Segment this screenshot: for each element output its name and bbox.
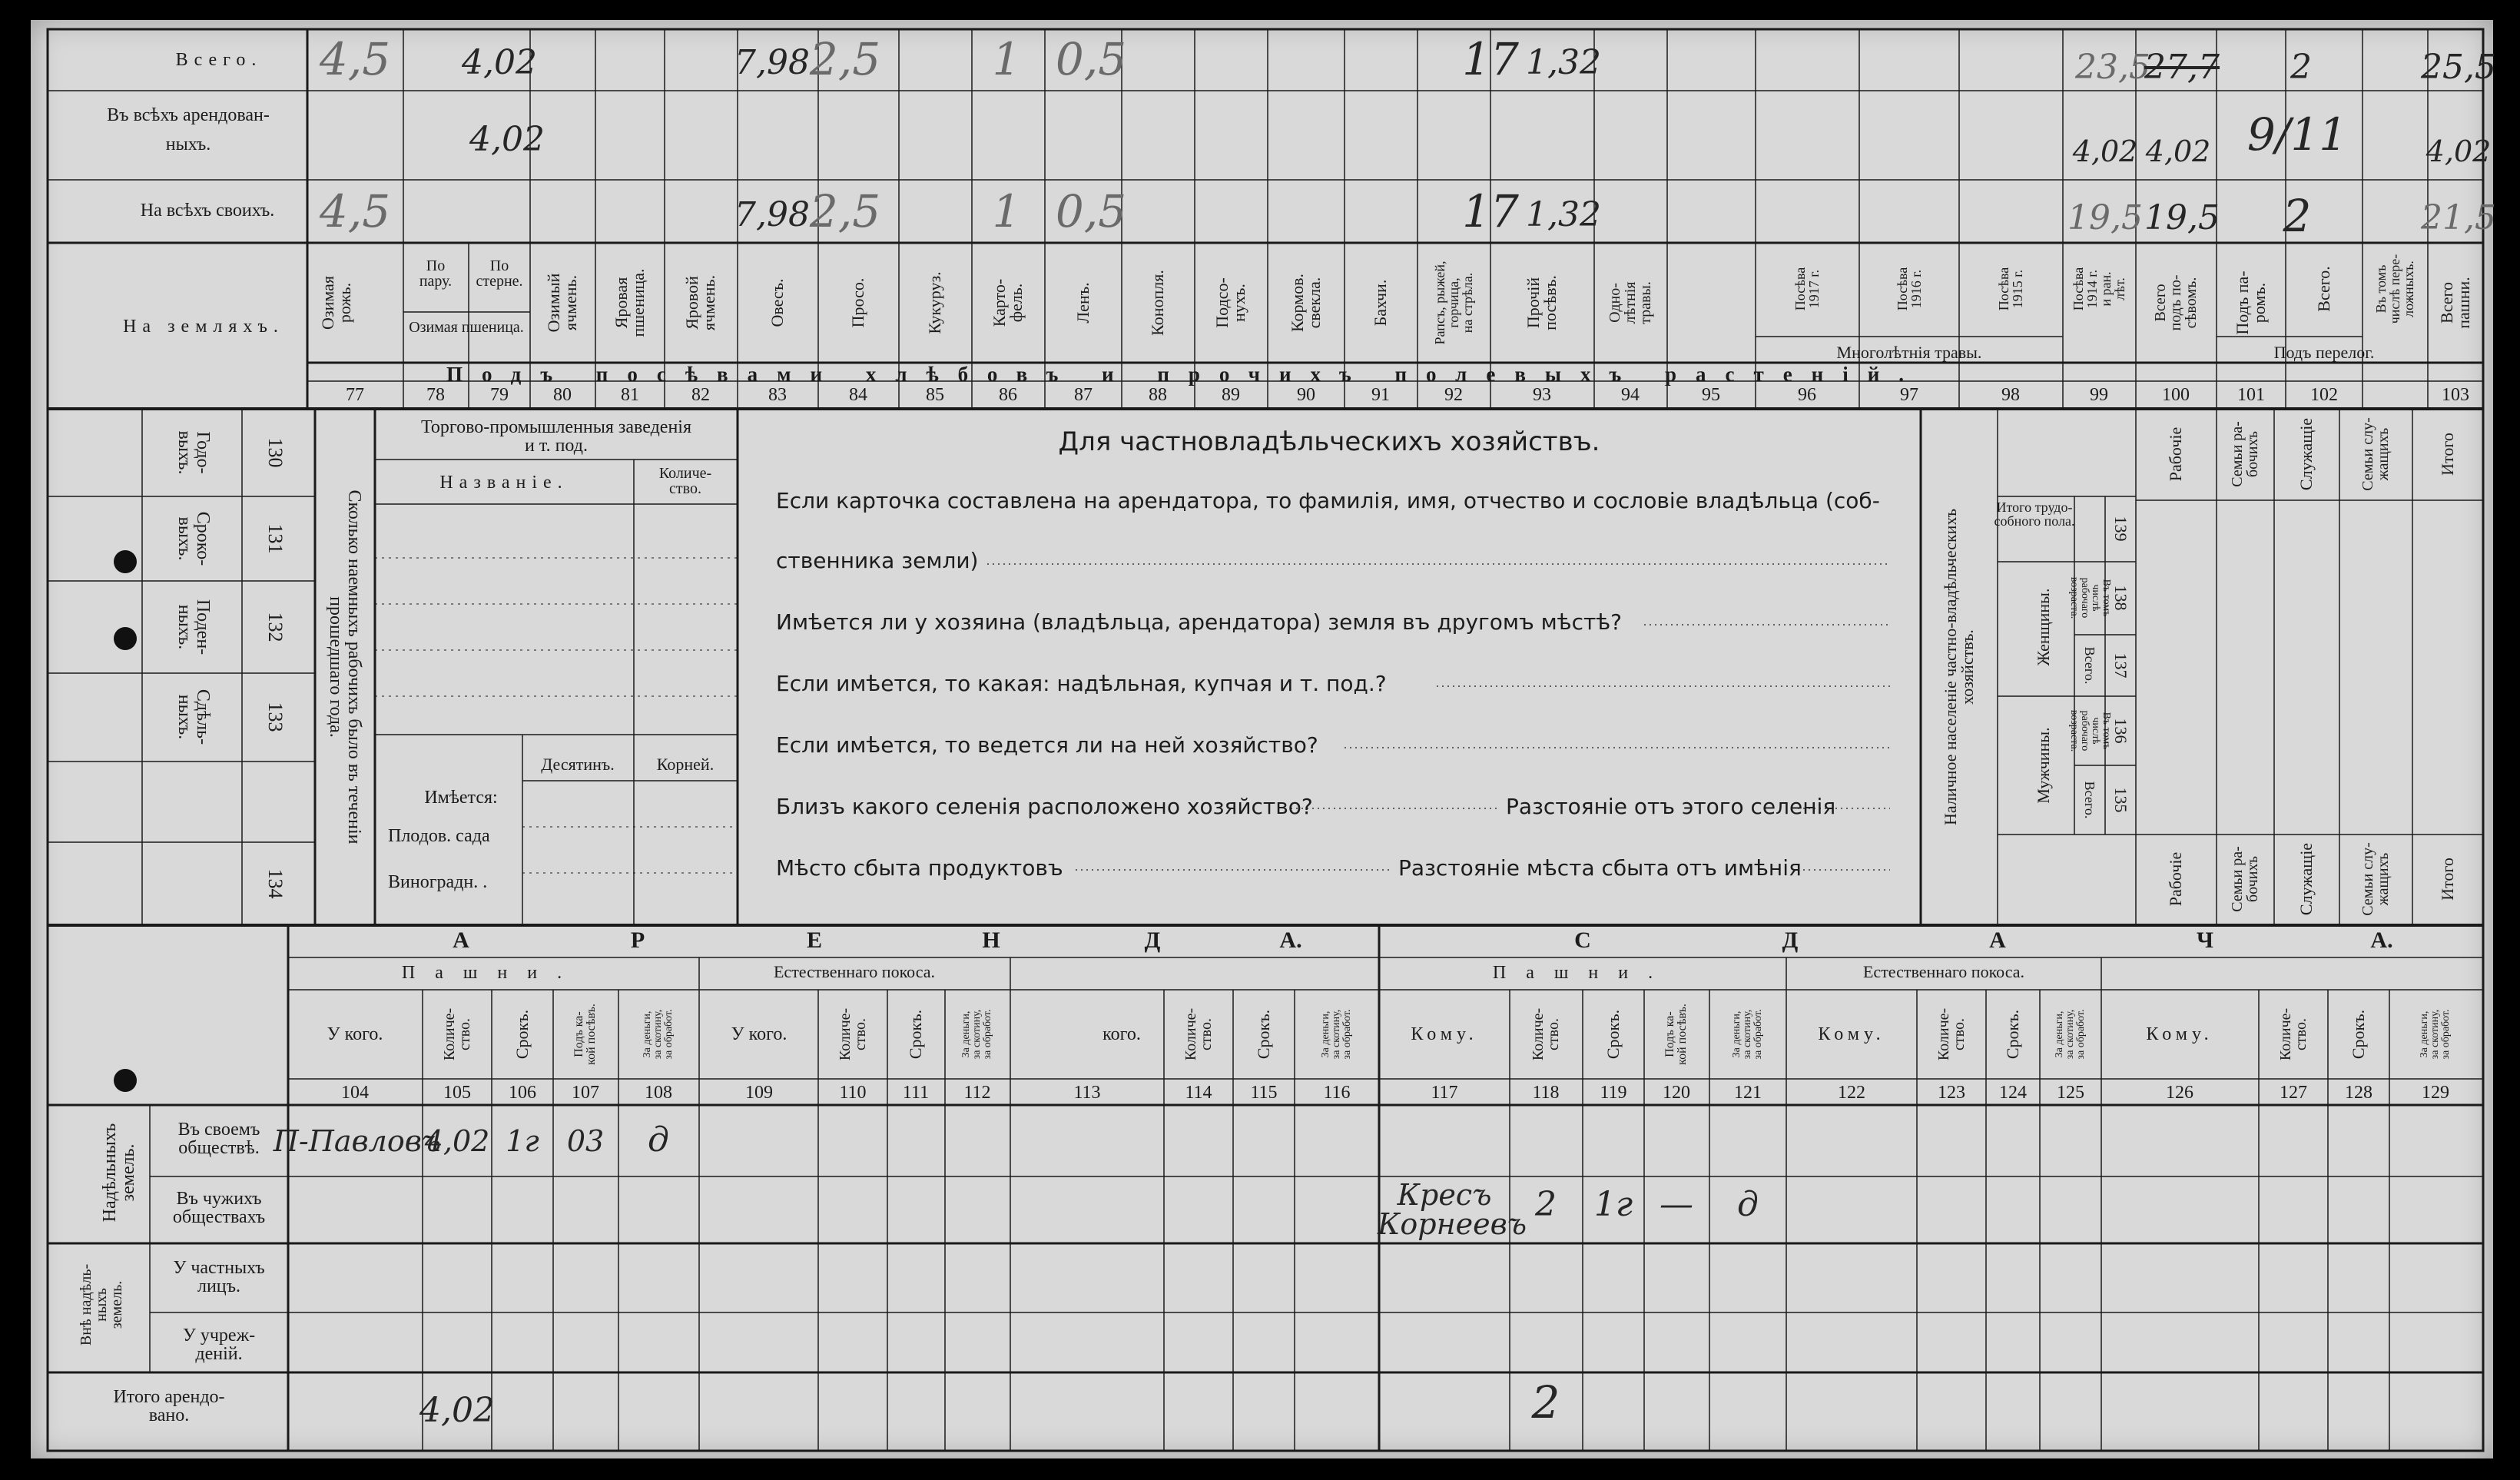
col-num: 79 [490, 385, 509, 405]
hw-vsego-99: 23,5 [2075, 48, 2150, 87]
col-num: 103 [2442, 385, 2469, 405]
col-num: 121 [1734, 1083, 1762, 1103]
worker-num: 130 [264, 437, 287, 468]
hw-arend-79: 4,02 [469, 120, 545, 159]
col-num: 81 [621, 385, 639, 405]
header-ozimaya-pshenitsa: Озимая пшеница. [409, 319, 524, 336]
header-raps: Рапсъ, рыжей, горчица, на стрѣла. [1432, 260, 1475, 345]
korney-header: Корней. [656, 755, 715, 774]
header-kormov-svekla: Кормов. свекла. [1288, 273, 1324, 333]
col-num: 84 [849, 385, 867, 405]
arenda-pokos: Естественнаго покоса. [773, 962, 936, 981]
col-num: 94 [1621, 385, 1640, 405]
hw-arend-101: 9/11 [2246, 108, 2348, 161]
pop-col-itogo: Итого [2438, 433, 2457, 476]
col-num: 104 [341, 1083, 369, 1103]
hw-s-119: 1г [1593, 1185, 1633, 1224]
col-num: 87 [1074, 385, 1093, 405]
header-poseva-1915: Посѣва 1915 г. [1996, 267, 2025, 311]
hw-a-107: 03 [566, 1124, 605, 1158]
header-v-tom-chisle-perelozhnykh: Въ томъ числѣ пере- ложныхъ. [2373, 254, 2416, 324]
col-num: 127 [2280, 1083, 2307, 1103]
header-poseva-1917: Посѣва 1917 г. [1792, 267, 1822, 311]
hdr-pod-kakoy: Подъ ка- кой посѣвъ. [1663, 1004, 1689, 1065]
trade-title: Торгово-промышленныя заведенія и т. под. [421, 417, 691, 456]
col-num: 97 [1900, 385, 1918, 405]
col-num: 118 [1532, 1083, 1560, 1103]
header-ozimaya-rozh: Озимая рожь. [318, 275, 354, 330]
imeetsya-label: Имѣется: [424, 788, 498, 808]
hdr-srok: Срокъ. [906, 1009, 925, 1060]
col-num: 88 [1149, 385, 1167, 405]
hw-arend-100: 4,02 [2145, 134, 2211, 168]
worker-label-podennykh: Поден- ныхъ. [174, 599, 213, 655]
row-label-zemlyakh: На земляхъ. [123, 317, 284, 337]
header-proso: Просо. [848, 277, 867, 328]
col-num: 120 [1663, 1083, 1690, 1103]
hw-s-118: 2 [1535, 1185, 1557, 1224]
punch-hole [114, 1069, 137, 1092]
hdr-kolichestvo: Количе- ство. [2277, 1007, 2309, 1061]
pop-muzhchiny: Мужчины. [2034, 727, 2053, 804]
private-line-2: ственника земли) [776, 548, 979, 573]
hw-vsego-100: 27,7 [2144, 48, 2220, 87]
header-kukuruza: Кукуруз. [925, 271, 944, 334]
arenda-letter: А. [1279, 927, 1302, 953]
punch-hole [114, 627, 137, 650]
header-konoplya: Конопля. [1148, 270, 1167, 336]
sdacha-letter: Ч [2196, 927, 2214, 953]
col-num: 82 [691, 385, 710, 405]
col-num: 101 [2237, 385, 2265, 405]
col-num: 86 [999, 385, 1017, 405]
hdr-pod-kakoy: Подъ ка- кой посѣвъ. [572, 1004, 598, 1065]
pop-num: 139 [2111, 516, 2130, 542]
pop-itogo: Итого трудо- собного пола. [1994, 499, 2075, 529]
trade-name-header: Названіе. [439, 473, 569, 493]
col-num: 105 [443, 1083, 471, 1103]
col-num: 112 [963, 1083, 991, 1103]
private-line-1: Если карточка составлена на арендатора, то фамилія, имя, отчество и сословіе владѣльца (соб- [776, 488, 1880, 513]
sdacha-letter: С [1574, 927, 1591, 953]
col-num: 107 [572, 1083, 599, 1103]
arenda-letter: Н [982, 927, 1000, 953]
worker-num: 133 [264, 702, 287, 732]
worker-num: 132 [264, 612, 287, 642]
desyatin-header: Десятинъ. [541, 755, 615, 774]
banner-pod-posevami: Подъ посѣвами хлѣбовъ и прочихъ полевыхъ растеній. [446, 363, 1924, 386]
hdr-srok: Срокъ. [2349, 1009, 2368, 1060]
col-num: 109 [745, 1083, 773, 1103]
pop-col-semyi-sluzhashchikh: Семьи слу- жащихъ [2359, 417, 2392, 491]
pop-col-semyi-rabochikh-b: Семьи ра- бочихъ [2229, 846, 2261, 912]
hw-svoi-99: 19,5 [2067, 198, 2143, 237]
hw-s-121: д [1737, 1185, 1759, 1224]
worker-num: 131 [264, 523, 287, 554]
side-nadelnykh: Надѣльныхъ земель. [100, 1123, 138, 1223]
hw-itogo-105: 4,02 [419, 1391, 495, 1430]
sdacha-letter: Д [1782, 927, 1799, 953]
hw-vsego-92: 1,32 [1526, 43, 1601, 82]
col-num: 102 [2310, 385, 2338, 405]
col-num: 124 [1999, 1083, 2027, 1103]
col-num: 111 [902, 1083, 930, 1103]
sdacha-pokos: Естественнаго покоса. [1862, 962, 2025, 981]
hw-a-104: П-Павловъ [273, 1124, 442, 1158]
hw-arend-99: 4,02 [2072, 134, 2138, 168]
hdr-komu-1: Кому. [1411, 1024, 1478, 1044]
private-title: Для частновладѣльческихъ хозяйствъ. [1058, 426, 1600, 457]
private-line-8: Мѣсто сбыта продуктовъ [776, 855, 1063, 881]
row-chastnykh-lits: У частныхъ лицъ. [173, 1258, 265, 1296]
header-oves: Овесъ. [768, 278, 787, 327]
col-num: 89 [1222, 385, 1240, 405]
header-po-sterne: По стерне. [476, 257, 523, 290]
private-line-4: Если имѣется, то какая: надѣльная, купчая и т. под.? [776, 671, 1387, 696]
hw-vsego-77: 4,5 [319, 33, 391, 85]
hw-svoi-100: 19,5 [2144, 198, 2220, 237]
private-line-7: Разстояніе отъ этого селенія [1506, 794, 1836, 819]
hw-vsego-82: 7,98 [734, 43, 810, 82]
header-poseva-1916: Посѣва 1916 г. [1895, 267, 1924, 311]
workers-vertical-title: Сколько наемныхъ рабочихъ было въ теченіи прошедшаго года. [326, 489, 364, 845]
pop-num: 136 [2111, 718, 2130, 744]
col-num: 96 [1798, 385, 1816, 405]
hdr-za-dengi: За деньги, за скотину, за обработ. [1731, 1009, 1764, 1060]
hdr-za-dengi: За деньги, за скотину, за обработ. [2419, 1009, 2452, 1060]
header-ozimy-yachmen: Озимый ячмень. [544, 273, 580, 333]
col-num: 92 [1444, 385, 1463, 405]
hdr-kogo: кого. [1102, 1024, 1141, 1044]
hdr-srok: Срокъ. [512, 1009, 532, 1060]
pop-vsego-w: Всего. [2082, 646, 2097, 685]
pop-num: 138 [2111, 585, 2130, 611]
col-num: 108 [645, 1083, 672, 1103]
col-num: 100 [2162, 385, 2190, 405]
row-label-svoikh: На всѣхъ своихъ. [140, 201, 275, 221]
col-num: 91 [1371, 385, 1390, 405]
col-num: 117 [1431, 1083, 1458, 1103]
col-num: 115 [1250, 1083, 1278, 1103]
hdr-komu-3: Кому. [2146, 1024, 2213, 1044]
arenda-letter: Д [1144, 927, 1161, 953]
pop-num: 137 [2111, 652, 2130, 679]
hw-a-105: 4,02 [424, 1124, 490, 1158]
pop-col-sluzhashchie: Служащіе [2296, 417, 2316, 491]
col-num: 116 [1323, 1083, 1351, 1103]
header-podsolnukh: Подсо- нухъ. [1212, 277, 1248, 328]
pop-v-tom-chisle-m: Въ томъ числѣ рабочаго возраста. [2068, 709, 2112, 752]
hw-s-120: — [1660, 1185, 1693, 1224]
hw-svoi-101: 2 [2283, 190, 2312, 242]
col-num: 93 [1533, 385, 1551, 405]
hdr-srok: Срокъ. [1254, 1009, 1273, 1060]
hdr-u-kogo-2: У кого. [731, 1024, 788, 1044]
trade-qty-header: Количе- ство. [658, 465, 712, 497]
header-po-paru: По пару. [419, 257, 453, 290]
hdr-srok: Срокъ. [2003, 1009, 2022, 1060]
side-vne-nadelnykh: Внѣ надѣль- ныхъ земель. [78, 1263, 125, 1346]
sdacha-letter: А [1989, 927, 2006, 953]
header-poseva-1914: Посѣва 1914 г. и ран. лѣт. [2071, 267, 2127, 311]
pop-zhenshchiny: Женщины. [2034, 588, 2053, 666]
hdr-komu-2: Кому. [1818, 1024, 1885, 1044]
col-num: 85 [926, 385, 944, 405]
col-num: 83 [768, 385, 787, 405]
hdr-za-dengi: За деньги, за скотину, за обработ. [2054, 1009, 2087, 1060]
arenda-letter: Е [806, 927, 823, 953]
header-prochiy-posev: Прочій посѣвъ. [1524, 275, 1560, 330]
arenda-letter: Р [630, 927, 645, 953]
col-num: 78 [426, 385, 445, 405]
pop-col-sluzhashchie-b: Служащіе [2296, 842, 2316, 916]
header-vsego-pod-posevom: Всего подъ по- сѣвомъ. [2152, 274, 2200, 331]
hw-itogo-118: 2 [1531, 1376, 1560, 1429]
col-num: 90 [1297, 385, 1315, 405]
sdacha-letter: А. [2370, 927, 2393, 953]
hdr-kolichestvo: Количе- ство. [1935, 1007, 1968, 1061]
hdr-kolichestvo: Количе- ство. [441, 1007, 473, 1061]
pop-col-itogo-b: Итого [2438, 858, 2457, 901]
header-mnogoletnie-travy: Многолѣтнія травы. [1836, 343, 1982, 362]
header-kartofel: Карто- фель. [990, 278, 1026, 327]
sdacha-pashni: Пашни. [1492, 963, 1673, 983]
population-vertical-title: Наличное населеніе частно-владѣльческихъ хозяйствъ. [1941, 509, 1977, 825]
hw-svoi-77: 4,5 [319, 185, 391, 237]
arenda-pashni: Пашни. [401, 963, 582, 983]
header-yarovaya-pshenitsa: Яровая пшеница. [612, 268, 648, 337]
pop-num: 135 [2111, 787, 2130, 813]
hw-a-108: д [648, 1120, 669, 1160]
col-num: 114 [1185, 1083, 1212, 1103]
hw-svoi-82: 7,98 [734, 195, 810, 234]
col-num: 122 [1838, 1083, 1865, 1103]
row-label-arendovannykh: Въ всѣхъ арендован- [107, 105, 270, 125]
private-line-6: Близъ какого селенія расположено хозяйство? [776, 794, 1313, 819]
hdr-kolichestvo: Количе- ство. [837, 1007, 869, 1061]
pop-v-tom-chisle-w: Въ томъ числѣ рабочаго возраста. [2068, 576, 2112, 619]
col-num: 106 [509, 1083, 536, 1103]
hw-svoi-103: 21,5 [2421, 198, 2496, 237]
header-vsego-pashni: Всего пашни. [2437, 277, 2473, 329]
hw-vsego-85: 1 [992, 33, 1021, 85]
vinograd-label: Виноградн. . [388, 872, 488, 892]
row-label-arendovannykh-2: ныхъ. [165, 134, 211, 154]
header-odnoletnie-travy: Одно- лѣтнія травы. [1606, 281, 1654, 324]
col-num: 126 [2166, 1083, 2193, 1103]
private-line-9: Разстояніе мѣста сбыта отъ имѣнія [1398, 855, 1802, 881]
hw-vsego-103: 25,5 [2421, 48, 2496, 87]
col-num: 128 [2345, 1083, 2372, 1103]
row-itogo-arendovano: Итого арендо- вано. [113, 1387, 225, 1425]
hdr-za-dengi: За деньги, за скотину, за обработ. [960, 1009, 993, 1060]
hw-vsego-91: 17 [1462, 33, 1519, 85]
hdr-za-dengi: За деньги, за скотину, за обработ. [642, 1009, 675, 1060]
col-num: 125 [2057, 1083, 2084, 1103]
pop-col-rabochie-b: Рабочіе [2166, 851, 2185, 907]
row-chuzhikh-obshchestvakh: Въ чужихъ обществахъ [172, 1189, 266, 1227]
census-card [31, 20, 2496, 1458]
pop-vsego-m: Всего. [2082, 781, 2097, 819]
col-num: 95 [1702, 385, 1720, 405]
header-bakhchi: Бахчи. [1371, 279, 1390, 327]
hw-svoi-86: 0,5 [1055, 185, 1127, 237]
hw-svoi-91: 17 [1462, 185, 1519, 237]
pop-col-rabochie: Рабочіе [2166, 426, 2185, 482]
col-num: 77 [346, 385, 364, 405]
hw-vsego-79: 4,02 [462, 43, 537, 82]
worker-num: 134 [264, 868, 287, 899]
arenda-letter: А [453, 927, 469, 953]
hw-svoi-83: 2,5 [809, 185, 881, 237]
col-num: 119 [1600, 1083, 1627, 1103]
hdr-u-kogo-1: У кого. [327, 1024, 383, 1044]
row-label-vsego: Всего. [175, 50, 263, 70]
header-vsego-perelog: Всего. [2314, 266, 2333, 312]
hw-a-106: 1г [506, 1124, 539, 1158]
header-pod-parom: Подъ па- ромъ. [2233, 270, 2269, 335]
pop-col-semyi-rabochikh: Семьи ра- бочихъ [2229, 421, 2261, 487]
col-num: 113 [1073, 1083, 1101, 1103]
col-num: 110 [839, 1083, 867, 1103]
hw-vsego-101: 2 [2290, 48, 2312, 87]
hw-s-117b: Корнеевъ [1377, 1207, 1527, 1241]
private-line-3: Имѣется ли у хозяина (владѣльца, арендатора) земля въ другомъ мѣстѣ? [776, 609, 1622, 635]
hdr-kolichestvo: Количе- ство. [1530, 1007, 1562, 1061]
hw-vsego-83: 2,5 [809, 33, 881, 85]
sad-label: Плодов. сада [388, 826, 490, 846]
worker-label-sdelnykh: Сдѣль- ныхъ. [174, 689, 213, 745]
hw-arend-103: 4,02 [2426, 134, 2492, 168]
pop-col-semyi-sluzhashchikh-b: Семьи слу- жащихъ [2359, 842, 2392, 916]
col-num: 80 [553, 385, 572, 405]
hw-svoi-85: 1 [992, 185, 1021, 237]
header-pod-perelog: Подъ перелог. [2273, 343, 2375, 362]
row-svoem-obshchestve: Въ своемъ обществѣ. [177, 1120, 260, 1158]
private-line-5: Если имѣется, то ведется ли на ней хозяйство? [776, 732, 1318, 758]
col-num: 99 [2090, 385, 2108, 405]
worker-label-srokovykh: Сроко- выхъ. [174, 511, 213, 566]
hdr-za-dengi: За деньги, за скотину, за обработ. [1320, 1009, 1353, 1060]
col-num: 98 [2001, 385, 2020, 405]
hdr-srok: Срокъ. [1603, 1009, 1623, 1060]
col-num: 129 [2422, 1083, 2449, 1103]
row-uchrezhdeniy: У учреж- деній. [182, 1326, 256, 1364]
hdr-kolichestvo: Количе- ство. [1182, 1007, 1215, 1061]
hw-s-117: Кресъ [1397, 1178, 1492, 1212]
hw-svoi-92: 1,32 [1526, 195, 1601, 234]
hw-vsego-86: 0,5 [1055, 33, 1127, 85]
worker-label-godovykh: Годо- выхъ. [174, 430, 213, 475]
col-num: 123 [1938, 1083, 1965, 1103]
header-yarovoy-yachmen: Яровой ячмень. [682, 274, 718, 331]
punch-hole [114, 550, 137, 573]
header-len: Ленъ. [1073, 282, 1093, 324]
